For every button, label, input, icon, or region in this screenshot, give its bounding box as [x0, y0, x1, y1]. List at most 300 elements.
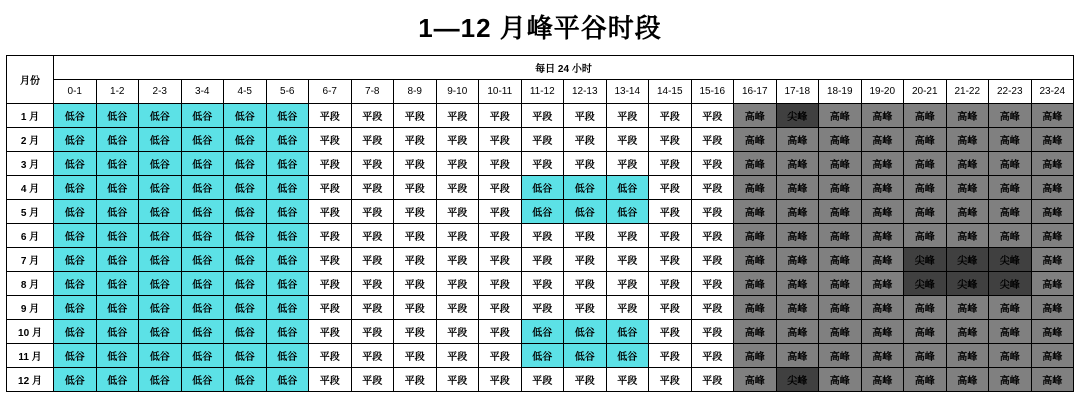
header-hour-cell: 19-20	[861, 80, 904, 104]
slot-cell-valley: 低谷	[564, 344, 607, 368]
slot-cell-sharp: 尖峰	[946, 248, 989, 272]
slot-cell-valley: 低谷	[54, 344, 97, 368]
header-hour-cell: 4-5	[224, 80, 267, 104]
slot-cell-valley: 低谷	[521, 344, 564, 368]
slot-cell-peak: 高峰	[989, 176, 1032, 200]
slot-cell-flat: 平段	[564, 128, 607, 152]
slot-cell-valley: 低谷	[266, 224, 309, 248]
slot-cell-valley: 低谷	[54, 200, 97, 224]
slot-cell-valley: 低谷	[181, 200, 224, 224]
row-month-label: 4 月	[7, 176, 54, 200]
slot-cell-flat: 平段	[479, 320, 522, 344]
slot-cell-valley: 低谷	[139, 344, 182, 368]
header-hour-cell: 7-8	[351, 80, 394, 104]
slot-cell-valley: 低谷	[224, 248, 267, 272]
slot-cell-flat: 平段	[691, 176, 734, 200]
slot-cell-valley: 低谷	[564, 320, 607, 344]
row-month-label: 7 月	[7, 248, 54, 272]
row-month-label: 6 月	[7, 224, 54, 248]
slot-cell-flat: 平段	[394, 272, 437, 296]
slot-cell-valley: 低谷	[139, 128, 182, 152]
slot-cell-peak: 高峰	[904, 128, 947, 152]
slot-cell-sharp: 尖峰	[776, 368, 819, 392]
slot-cell-valley: 低谷	[139, 248, 182, 272]
slot-cell-flat: 平段	[436, 272, 479, 296]
slot-cell-valley: 低谷	[96, 152, 139, 176]
slot-cell-flat: 平段	[436, 344, 479, 368]
slot-cell-valley: 低谷	[224, 104, 267, 128]
header-hour-cell: 21-22	[946, 80, 989, 104]
slot-cell-flat: 平段	[309, 224, 352, 248]
slot-cell-sharp: 尖峰	[904, 248, 947, 272]
slot-cell-valley: 低谷	[96, 320, 139, 344]
slot-cell-valley: 低谷	[224, 296, 267, 320]
slot-cell-peak: 高峰	[776, 128, 819, 152]
slot-cell-peak: 高峰	[734, 248, 777, 272]
slot-cell-valley: 低谷	[521, 176, 564, 200]
header-hour-cell: 0-1	[54, 80, 97, 104]
slot-cell-peak: 高峰	[904, 320, 947, 344]
slot-cell-valley: 低谷	[224, 368, 267, 392]
slot-cell-flat: 平段	[394, 176, 437, 200]
slot-cell-valley: 低谷	[96, 272, 139, 296]
slot-cell-flat: 平段	[309, 248, 352, 272]
slot-cell-peak: 高峰	[1031, 176, 1074, 200]
slot-cell-peak: 高峰	[1031, 152, 1074, 176]
slot-cell-peak: 高峰	[989, 152, 1032, 176]
slot-cell-peak: 高峰	[861, 272, 904, 296]
page-title: 1—12 月峰平谷时段	[418, 13, 662, 43]
slot-cell-peak: 高峰	[819, 104, 862, 128]
header-hour-cell: 6-7	[309, 80, 352, 104]
header-hour-cell: 3-4	[181, 80, 224, 104]
slot-cell-flat: 平段	[606, 272, 649, 296]
slot-cell-valley: 低谷	[54, 152, 97, 176]
slot-cell-peak: 高峰	[989, 224, 1032, 248]
slot-cell-flat: 平段	[691, 296, 734, 320]
slot-cell-flat: 平段	[309, 128, 352, 152]
slot-cell-peak: 高峰	[861, 320, 904, 344]
slot-cell-flat: 平段	[309, 296, 352, 320]
slot-cell-valley: 低谷	[139, 272, 182, 296]
slot-cell-valley: 低谷	[54, 248, 97, 272]
row-month-label: 12 月	[7, 368, 54, 392]
slot-cell-flat: 平段	[479, 200, 522, 224]
slot-cell-valley: 低谷	[139, 200, 182, 224]
slot-cell-valley: 低谷	[96, 128, 139, 152]
slot-cell-flat: 平段	[479, 248, 522, 272]
slot-cell-peak: 高峰	[819, 344, 862, 368]
table-header	[7, 56, 1074, 104]
slot-cell-flat: 平段	[436, 200, 479, 224]
slot-cell-valley: 低谷	[266, 368, 309, 392]
slot-cell-peak: 高峰	[946, 224, 989, 248]
slot-cell-flat: 平段	[479, 368, 522, 392]
slot-cell-peak: 高峰	[819, 176, 862, 200]
slot-cell-flat: 平段	[309, 200, 352, 224]
slot-cell-valley: 低谷	[266, 344, 309, 368]
header-hour-cell: 18-19	[819, 80, 862, 104]
slot-cell-flat: 平段	[649, 272, 692, 296]
header-hour-cell: 2-3	[139, 80, 182, 104]
slot-cell-flat: 平段	[479, 272, 522, 296]
peak-valley-schedule-table	[6, 55, 1074, 392]
table-row	[7, 368, 1074, 392]
slot-cell-valley: 低谷	[266, 104, 309, 128]
slot-cell-peak: 高峰	[1031, 224, 1074, 248]
slot-cell-peak: 高峰	[1031, 248, 1074, 272]
table-row	[7, 296, 1074, 320]
slot-cell-peak: 高峰	[946, 176, 989, 200]
slot-cell-flat: 平段	[394, 200, 437, 224]
slot-cell-flat: 平段	[351, 296, 394, 320]
slot-cell-valley: 低谷	[181, 104, 224, 128]
header-hour-cell: 12-13	[564, 80, 607, 104]
slot-cell-flat: 平段	[649, 176, 692, 200]
slot-cell-peak: 高峰	[904, 152, 947, 176]
table-row	[7, 272, 1074, 296]
table-row	[7, 248, 1074, 272]
header-hour-cell: 11-12	[521, 80, 564, 104]
slot-cell-peak: 高峰	[734, 296, 777, 320]
slot-cell-peak: 高峰	[734, 344, 777, 368]
table-header-row-hours	[7, 80, 1074, 104]
header-hours: 每日 24 小时	[54, 56, 1074, 80]
slot-cell-flat: 平段	[394, 320, 437, 344]
slot-cell-flat: 平段	[521, 272, 564, 296]
slot-cell-valley: 低谷	[181, 224, 224, 248]
slot-cell-flat: 平段	[691, 152, 734, 176]
slot-cell-flat: 平段	[436, 152, 479, 176]
table-body	[7, 104, 1074, 392]
slot-cell-valley: 低谷	[181, 128, 224, 152]
slot-cell-flat: 平段	[394, 344, 437, 368]
slot-cell-peak: 高峰	[1031, 104, 1074, 128]
slot-cell-peak: 高峰	[734, 128, 777, 152]
slot-cell-flat: 平段	[691, 248, 734, 272]
slot-cell-flat: 平段	[351, 200, 394, 224]
slot-cell-flat: 平段	[649, 344, 692, 368]
slot-cell-peak: 高峰	[946, 128, 989, 152]
slot-cell-peak: 高峰	[946, 104, 989, 128]
slot-cell-flat: 平段	[691, 368, 734, 392]
slot-cell-flat: 平段	[521, 368, 564, 392]
slot-cell-valley: 低谷	[564, 200, 607, 224]
header-hour-cell: 14-15	[649, 80, 692, 104]
slot-cell-valley: 低谷	[266, 152, 309, 176]
table-row	[7, 320, 1074, 344]
slot-cell-peak: 高峰	[776, 176, 819, 200]
slot-cell-flat: 平段	[521, 296, 564, 320]
slot-cell-valley: 低谷	[224, 224, 267, 248]
slot-cell-peak: 高峰	[861, 224, 904, 248]
slot-cell-flat: 平段	[351, 248, 394, 272]
slot-cell-valley: 低谷	[224, 344, 267, 368]
slot-cell-flat: 平段	[521, 152, 564, 176]
slot-cell-flat: 平段	[309, 272, 352, 296]
slot-cell-peak: 高峰	[861, 248, 904, 272]
slot-cell-flat: 平段	[564, 224, 607, 248]
slot-cell-peak: 高峰	[1031, 344, 1074, 368]
row-month-label: 9 月	[7, 296, 54, 320]
slot-cell-peak: 高峰	[904, 296, 947, 320]
slot-cell-valley: 低谷	[266, 248, 309, 272]
slot-cell-flat: 平段	[479, 104, 522, 128]
slot-cell-peak: 高峰	[861, 344, 904, 368]
table-row	[7, 224, 1074, 248]
header-hour-cell: 15-16	[691, 80, 734, 104]
slot-cell-peak: 高峰	[734, 200, 777, 224]
slot-cell-flat: 平段	[691, 272, 734, 296]
header-hour-cell: 1-2	[96, 80, 139, 104]
slot-cell-peak: 高峰	[819, 296, 862, 320]
slot-cell-flat: 平段	[394, 248, 437, 272]
slot-cell-peak: 高峰	[989, 296, 1032, 320]
slot-cell-flat: 平段	[691, 128, 734, 152]
row-month-label: 11 月	[7, 344, 54, 368]
row-month-label: 1 月	[7, 104, 54, 128]
slot-cell-valley: 低谷	[224, 320, 267, 344]
slot-cell-peak: 高峰	[946, 320, 989, 344]
table-row	[7, 128, 1074, 152]
slot-cell-peak: 高峰	[946, 200, 989, 224]
slot-cell-peak: 高峰	[819, 272, 862, 296]
slot-cell-flat: 平段	[309, 344, 352, 368]
slot-cell-valley: 低谷	[139, 368, 182, 392]
slot-cell-flat: 平段	[351, 272, 394, 296]
slot-cell-flat: 平段	[606, 104, 649, 128]
slot-cell-peak: 高峰	[776, 200, 819, 224]
slot-cell-flat: 平段	[521, 128, 564, 152]
slot-cell-peak: 高峰	[861, 104, 904, 128]
slot-cell-flat: 平段	[351, 344, 394, 368]
slot-cell-peak: 高峰	[819, 200, 862, 224]
header-month: 月份	[7, 56, 54, 104]
slot-cell-valley: 低谷	[606, 320, 649, 344]
slot-cell-peak: 高峰	[989, 104, 1032, 128]
slot-cell-valley: 低谷	[54, 320, 97, 344]
slot-cell-peak: 高峰	[989, 320, 1032, 344]
slot-cell-peak: 高峰	[861, 368, 904, 392]
slot-cell-valley: 低谷	[266, 272, 309, 296]
slot-cell-flat: 平段	[564, 368, 607, 392]
header-hour-cell: 22-23	[989, 80, 1032, 104]
slot-cell-flat: 平段	[606, 224, 649, 248]
slot-cell-flat: 平段	[436, 320, 479, 344]
header-hour-cell: 16-17	[734, 80, 777, 104]
slot-cell-peak: 高峰	[1031, 368, 1074, 392]
slot-cell-valley: 低谷	[266, 128, 309, 152]
header-hour-cell: 9-10	[436, 80, 479, 104]
slot-cell-peak: 高峰	[861, 128, 904, 152]
slot-cell-valley: 低谷	[96, 368, 139, 392]
slot-cell-peak: 高峰	[776, 152, 819, 176]
table-row	[7, 152, 1074, 176]
slot-cell-flat: 平段	[606, 128, 649, 152]
slot-cell-flat: 平段	[394, 368, 437, 392]
slot-cell-flat: 平段	[394, 104, 437, 128]
slot-cell-flat: 平段	[309, 152, 352, 176]
slot-cell-valley: 低谷	[54, 368, 97, 392]
slot-cell-valley: 低谷	[181, 368, 224, 392]
slot-cell-peak: 高峰	[776, 296, 819, 320]
slot-cell-valley: 低谷	[521, 200, 564, 224]
slot-cell-flat: 平段	[649, 152, 692, 176]
header-hour-cell: 20-21	[904, 80, 947, 104]
slot-cell-flat: 平段	[649, 296, 692, 320]
slot-cell-valley: 低谷	[606, 200, 649, 224]
slot-cell-flat: 平段	[436, 296, 479, 320]
slot-cell-peak: 高峰	[861, 152, 904, 176]
slot-cell-valley: 低谷	[139, 104, 182, 128]
slot-cell-flat: 平段	[521, 248, 564, 272]
slot-cell-peak: 高峰	[734, 152, 777, 176]
slot-cell-flat: 平段	[309, 176, 352, 200]
slot-cell-peak: 高峰	[734, 320, 777, 344]
slot-cell-flat: 平段	[479, 176, 522, 200]
slot-cell-peak: 高峰	[734, 368, 777, 392]
slot-cell-peak: 高峰	[776, 320, 819, 344]
slot-cell-peak: 高峰	[819, 152, 862, 176]
table-row	[7, 176, 1074, 200]
slot-cell-valley: 低谷	[181, 248, 224, 272]
slot-cell-valley: 低谷	[96, 176, 139, 200]
slot-cell-peak: 高峰	[989, 344, 1032, 368]
slot-cell-flat: 平段	[649, 104, 692, 128]
slot-cell-valley: 低谷	[139, 296, 182, 320]
slot-cell-flat: 平段	[394, 224, 437, 248]
slot-cell-valley: 低谷	[606, 176, 649, 200]
slot-cell-peak: 高峰	[776, 344, 819, 368]
slot-cell-valley: 低谷	[266, 320, 309, 344]
slot-cell-valley: 低谷	[96, 344, 139, 368]
header-hour-cell: 5-6	[266, 80, 309, 104]
header-hour-cell: 17-18	[776, 80, 819, 104]
slot-cell-valley: 低谷	[96, 104, 139, 128]
row-month-label: 10 月	[7, 320, 54, 344]
slot-cell-flat: 平段	[521, 104, 564, 128]
slot-cell-peak: 高峰	[904, 368, 947, 392]
slot-cell-peak: 高峰	[1031, 320, 1074, 344]
slot-cell-peak: 高峰	[946, 296, 989, 320]
slot-cell-valley: 低谷	[181, 272, 224, 296]
slot-cell-flat: 平段	[351, 104, 394, 128]
slot-cell-valley: 低谷	[54, 272, 97, 296]
header-hour-cell: 23-24	[1031, 80, 1074, 104]
slot-cell-valley: 低谷	[96, 248, 139, 272]
slot-cell-flat: 平段	[649, 248, 692, 272]
slot-cell-flat: 平段	[691, 344, 734, 368]
slot-cell-peak: 高峰	[819, 224, 862, 248]
slot-cell-flat: 平段	[564, 104, 607, 128]
slot-cell-flat: 平段	[351, 320, 394, 344]
slot-cell-peak: 高峰	[861, 176, 904, 200]
slot-cell-valley: 低谷	[181, 152, 224, 176]
slot-cell-flat: 平段	[564, 152, 607, 176]
slot-cell-flat: 平段	[479, 152, 522, 176]
slot-cell-valley: 低谷	[139, 152, 182, 176]
header-hour-cell: 10-11	[479, 80, 522, 104]
slot-cell-flat: 平段	[479, 296, 522, 320]
slot-cell-peak: 高峰	[989, 128, 1032, 152]
table-row	[7, 200, 1074, 224]
row-month-label: 5 月	[7, 200, 54, 224]
slot-cell-valley: 低谷	[181, 320, 224, 344]
slot-cell-flat: 平段	[394, 128, 437, 152]
slot-cell-peak: 高峰	[1031, 296, 1074, 320]
slot-cell-peak: 高峰	[904, 344, 947, 368]
slot-cell-sharp: 尖峰	[946, 272, 989, 296]
slot-cell-flat: 平段	[691, 104, 734, 128]
slot-cell-valley: 低谷	[224, 176, 267, 200]
slot-cell-peak: 高峰	[819, 320, 862, 344]
slot-cell-valley: 低谷	[224, 200, 267, 224]
slot-cell-valley: 低谷	[564, 176, 607, 200]
slot-cell-flat: 平段	[606, 152, 649, 176]
slot-cell-peak: 高峰	[734, 224, 777, 248]
slot-cell-flat: 平段	[606, 248, 649, 272]
slot-cell-flat: 平段	[564, 296, 607, 320]
table-header-row-top	[7, 56, 1074, 80]
slot-cell-valley: 低谷	[96, 224, 139, 248]
slot-cell-flat: 平段	[351, 368, 394, 392]
slot-cell-peak: 高峰	[1031, 200, 1074, 224]
slot-cell-sharp: 尖峰	[776, 104, 819, 128]
slot-cell-valley: 低谷	[224, 152, 267, 176]
slot-cell-flat: 平段	[309, 320, 352, 344]
slot-cell-flat: 平段	[394, 152, 437, 176]
header-hour-cell: 8-9	[394, 80, 437, 104]
slot-cell-peak: 高峰	[989, 200, 1032, 224]
slot-cell-flat: 平段	[564, 272, 607, 296]
slot-cell-flat: 平段	[479, 128, 522, 152]
slot-cell-valley: 低谷	[181, 296, 224, 320]
slot-cell-peak: 高峰	[776, 272, 819, 296]
slot-cell-flat: 平段	[649, 320, 692, 344]
row-month-label: 8 月	[7, 272, 54, 296]
slot-cell-peak: 高峰	[1031, 128, 1074, 152]
slot-cell-flat: 平段	[436, 176, 479, 200]
slot-cell-flat: 平段	[351, 128, 394, 152]
slot-cell-flat: 平段	[691, 320, 734, 344]
slot-cell-peak: 高峰	[946, 152, 989, 176]
table-row	[7, 344, 1074, 368]
slot-cell-flat: 平段	[649, 200, 692, 224]
slot-cell-flat: 平段	[436, 104, 479, 128]
slot-cell-sharp: 尖峰	[989, 248, 1032, 272]
slot-cell-valley: 低谷	[96, 296, 139, 320]
slot-cell-valley: 低谷	[54, 176, 97, 200]
slot-cell-valley: 低谷	[54, 296, 97, 320]
slot-cell-valley: 低谷	[266, 176, 309, 200]
slot-cell-flat: 平段	[691, 200, 734, 224]
table-row	[7, 104, 1074, 128]
slot-cell-flat: 平段	[649, 224, 692, 248]
slot-cell-flat: 平段	[479, 224, 522, 248]
slot-cell-valley: 低谷	[54, 224, 97, 248]
slot-cell-valley: 低谷	[139, 320, 182, 344]
slot-cell-sharp: 尖峰	[989, 272, 1032, 296]
slot-cell-valley: 低谷	[606, 344, 649, 368]
slot-cell-valley: 低谷	[181, 176, 224, 200]
slot-cell-sharp: 尖峰	[904, 272, 947, 296]
slot-cell-flat: 平段	[351, 152, 394, 176]
slot-cell-valley: 低谷	[139, 176, 182, 200]
slot-cell-flat: 平段	[691, 224, 734, 248]
slot-cell-peak: 高峰	[946, 368, 989, 392]
slot-cell-peak: 高峰	[819, 128, 862, 152]
slot-cell-flat: 平段	[436, 248, 479, 272]
